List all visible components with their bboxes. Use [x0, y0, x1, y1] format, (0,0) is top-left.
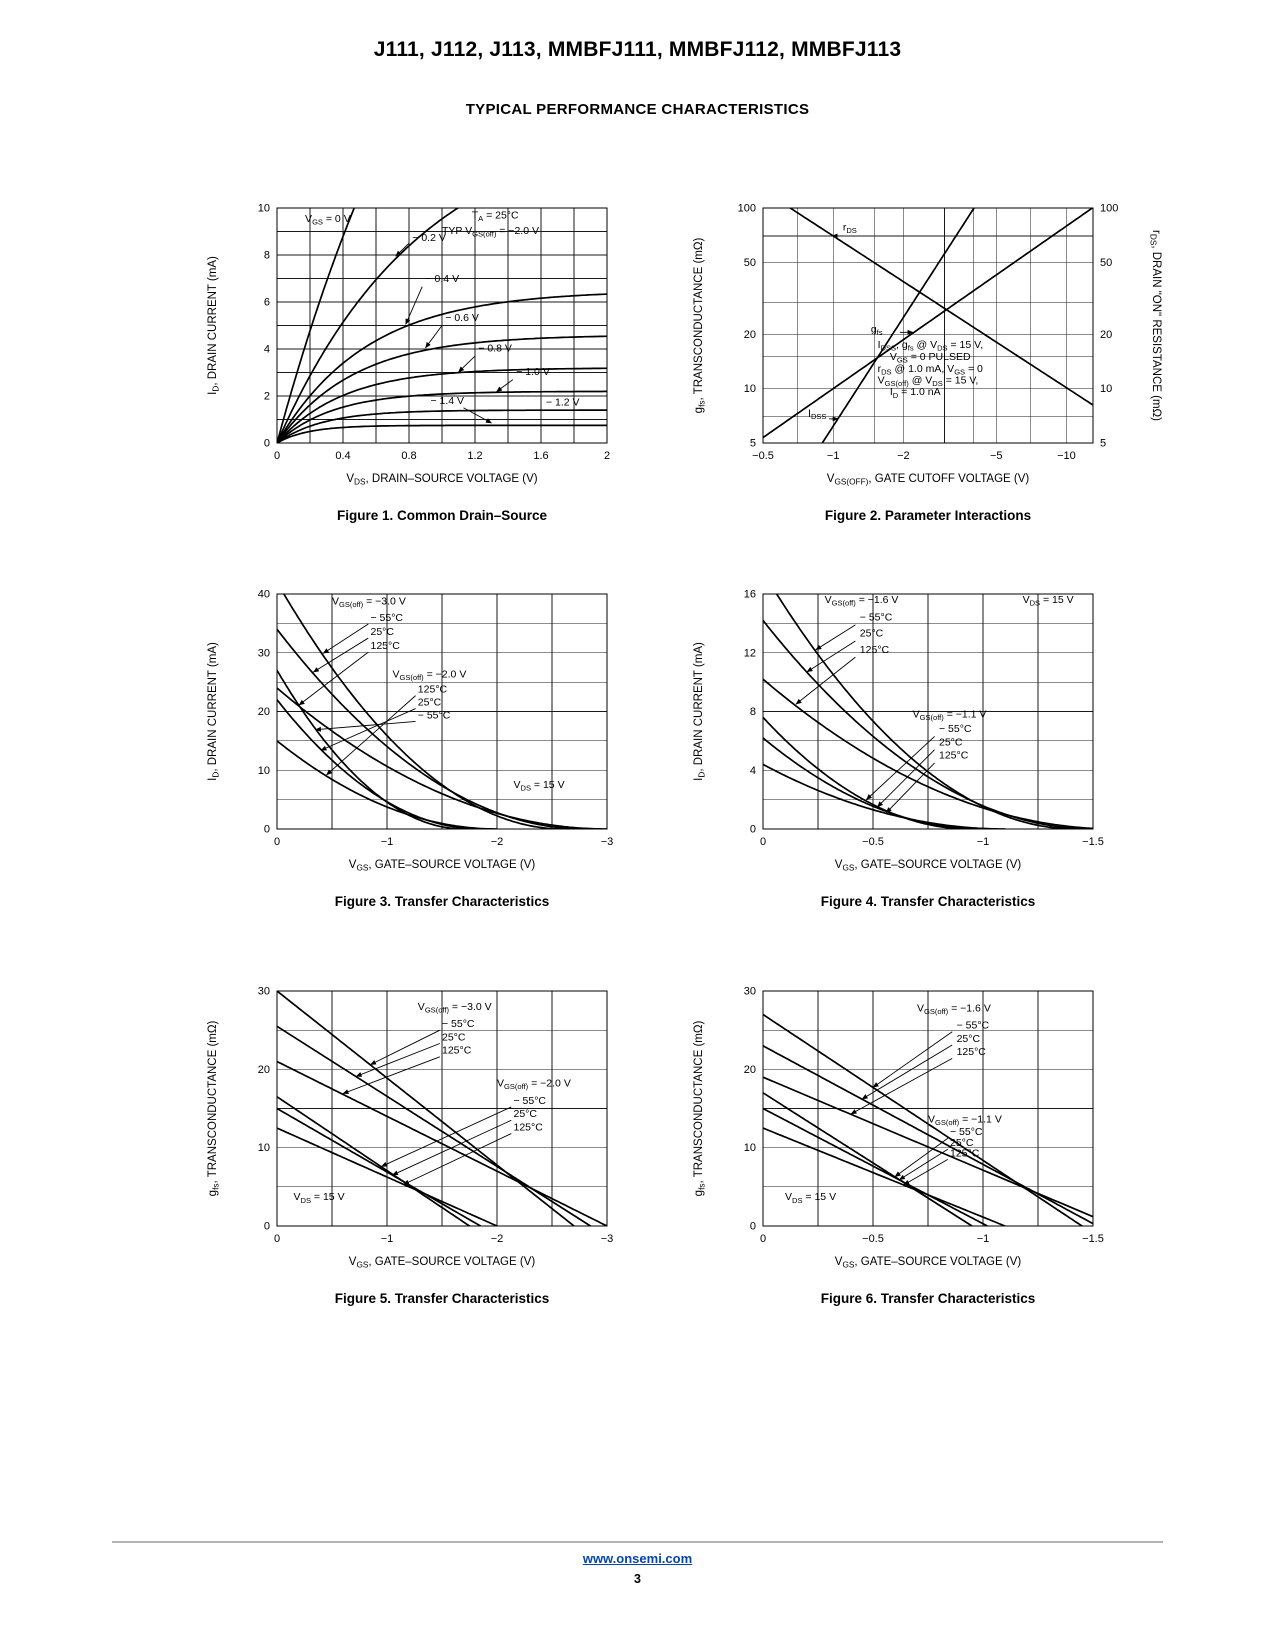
svg-text:100: 100 [1100, 202, 1119, 215]
svg-text:gfs: $g_{fs}$ [870, 323, 883, 337]
svg-text:0: 0 [263, 1220, 270, 1233]
svg-text:1.2: 1.2 [467, 450, 483, 462]
figure-5-caption: Figure 5. Transfer Characteristics [334, 1291, 550, 1306]
page-title: J111, J112, J113, MMBFJ111, MMBFJ112, MMBFJ113 [373, 38, 902, 61]
svg-text:20: 20 [1100, 328, 1113, 341]
svg-text:25°C: 25°C [417, 696, 442, 709]
figure-1-caption: Figure 1. Common Drain–Source [336, 508, 548, 523]
figure-6-chart [683, 977, 1123, 1276]
svg-text:0: 0 [759, 836, 767, 848]
svg-text:VGS, GATE–SOURCE VOLTAGE (V): $V_{GS}$, GATE–SOURCE VOLTAGE (V) [834, 1256, 1022, 1270]
svg-text:50: 50 [1100, 256, 1113, 269]
svg-text:−10: −10 [1057, 450, 1076, 462]
svg-text:2: 2 [603, 450, 611, 462]
svg-text:50: 50 [743, 256, 756, 269]
svg-text:0: 0 [749, 1220, 756, 1233]
svg-text:ID, DRAIN CURRENT (mA): $I_D$, DRAIN CURRENT (mA) [207, 642, 221, 781]
svg-text:−1: −1 [380, 1233, 394, 1245]
svg-text:VGS(off) = −1.6 V: $V_{GS(off)} = -1.6$ V [917, 1002, 991, 1016]
svg-text:10: 10 [257, 764, 270, 777]
figure-5-chart [197, 977, 637, 1276]
svg-text:− 55°C: − 55°C [417, 709, 451, 722]
figure-4-chart [683, 580, 1123, 879]
svg-text:2: 2 [263, 390, 270, 403]
svg-text:100: 100 [737, 202, 756, 215]
svg-text:0.4: 0.4 [335, 450, 351, 462]
svg-text:25°C: 25°C [939, 736, 963, 749]
svg-text:−2: −2 [490, 1233, 504, 1245]
svg-text:VDS = 15 V: $V_{DS} = 15$ V [785, 1191, 837, 1205]
svg-text:125°C: 125°C [956, 1046, 986, 1059]
svg-text:VGS, GATE–SOURCE VOLTAGE (V): $V_{GS}$, GATE–SOURCE VOLTAGE (V) [348, 1256, 536, 1270]
figure-2 [683, 194, 1183, 523]
svg-text:− 0.6 V: − 0.6 V [445, 311, 479, 324]
svg-text:TA = 25°C: $T_A = 25^\circ C$ [471, 209, 519, 224]
svg-text:VGS(off) = −2.0 V: $V_{GS(off)} = -2.0$ V [392, 668, 467, 683]
svg-text:− 1.0 V: − 1.0 V [516, 365, 550, 378]
svg-text:−2: −2 [897, 450, 910, 462]
svg-text:25°C: 25°C [956, 1032, 981, 1045]
svg-text:8: 8 [749, 706, 756, 718]
svg-text:−1: −1 [976, 836, 990, 848]
svg-text:125°C: 125°C [370, 640, 400, 653]
svg-text:− 0.8 V: − 0.8 V [478, 342, 512, 355]
svg-text:VGS(OFF), GATE CUTOFF VOLTAGE: $V_{GS(OFF)}$, GATE CUTOFF VOLTAGE (V) [826, 473, 1030, 487]
svg-text:VGS(off) = −1.1 V: $V_{GS(off)} = -1.1$ V [928, 1113, 1002, 1128]
svg-text:−0.5: −0.5 [862, 836, 884, 848]
svg-text:rDS @ 1.0 mA, VGS = 0: $r_{DS}$ @ 1.0 mA, $V_{GS} = 0$ [877, 362, 983, 377]
figure-5 [197, 977, 697, 1306]
svg-text:25°C: 25°C [513, 1108, 537, 1121]
svg-text:ID, DRAIN CURRENT (mA): $I_D$, DRAIN CURRENT (mA) [207, 256, 221, 395]
svg-text:VDS = 15 V: $V_{DS} = 15$ V [1022, 593, 1074, 608]
figure-2-chart [683, 194, 1169, 493]
svg-text:125°C: 125°C [442, 1044, 472, 1057]
svg-text:VDS, DRAIN–SOURCE VOLTAGE (V): $V_{DS}$, DRAIN–SOURCE VOLTAGE (V) [346, 473, 538, 487]
svg-text:30: 30 [257, 647, 270, 660]
figure-3-chart [197, 580, 637, 879]
svg-text:− 55°C: − 55°C [939, 723, 972, 736]
svg-text:gfs, TRANSCONDUCTANCE (mΩ): $g_{fs}$, TRANSCONDUCTANCE (mΩ) [207, 1020, 221, 1197]
svg-text:30: 30 [257, 985, 270, 998]
svg-text:−0.5: −0.5 [862, 1233, 884, 1245]
svg-text:−3: −3 [600, 1233, 614, 1245]
svg-text:VGS, GATE–SOURCE VOLTAGE (V): $V_{GS}$, GATE–SOURCE VOLTAGE (V) [348, 859, 536, 873]
svg-text:20: 20 [257, 1063, 270, 1076]
svg-text:TYP VGS(off) = −2.0 V: TYP $V_{GS(off)} = -2.0$ V [442, 224, 539, 239]
svg-text:0: 0 [273, 1233, 281, 1245]
svg-text:VGS = 0 V: $V_{GS} = 0$ V [305, 213, 351, 227]
svg-text:25°C: 25°C [370, 626, 394, 639]
svg-text:VGS(off) = −1.6 V: $V_{GS(off)} = -1.6$ V [824, 593, 899, 608]
svg-text:0.8: 0.8 [401, 450, 417, 462]
svg-text:VDS = 15 V: $V_{DS} = 15$ V [513, 778, 565, 793]
svg-text:40: 40 [257, 588, 270, 601]
svg-text:VGS(off) = −2.0 V: $V_{GS(off)} = -2.0$ V [497, 1077, 571, 1092]
svg-text:125°C: 125°C [950, 1147, 980, 1160]
svg-text:−1: −1 [380, 836, 394, 848]
figure-6 [683, 977, 1183, 1306]
svg-text:ID, DRAIN CURRENT (mA): $I_D$, DRAIN CURRENT (mA) [693, 642, 707, 781]
svg-text:VGS = 0 PULSED: $V_{GS} = 0$ PULSED [889, 351, 971, 365]
svg-text:IDSS, gfs @ VDS = 15 V,: $I_{DSS}$, $g_{fs}$ @ $V_{DS} = 15$ V, [877, 338, 984, 353]
svg-text:−5: −5 [989, 450, 1003, 462]
svg-text:− 55°C: − 55°C [370, 612, 404, 625]
svg-text:− 0.2 V: − 0.2 V [412, 231, 446, 244]
svg-text:1.6: 1.6 [533, 450, 549, 462]
svg-text:125°C: 125°C [859, 643, 890, 656]
page-subtitle: TYPICAL PERFORMANCE CHARACTERISTICS [465, 101, 810, 118]
svg-text:rDS, DRAIN "ON" RESISTANCE (mΩ: $r_{DS}$, DRAIN "ON" RESISTANCE (mΩ) [1148, 230, 1162, 421]
svg-text:10: 10 [743, 383, 756, 396]
svg-text:VGS(off) = −1.1 V: $V_{GS(off)} = -1.1$ V [912, 708, 987, 722]
figure-2-caption: Figure 2. Parameter Interactions [824, 508, 1032, 523]
svg-text:−2: −2 [490, 836, 504, 848]
svg-text:VGS, GATE–SOURCE VOLTAGE (V): $V_{GS}$, GATE–SOURCE VOLTAGE (V) [834, 859, 1022, 873]
svg-text:0: 0 [263, 437, 270, 450]
svg-text:0: 0 [749, 823, 756, 836]
svg-text:125°C: 125°C [939, 749, 969, 762]
svg-text:8: 8 [263, 249, 270, 262]
svg-text:4: 4 [749, 764, 756, 777]
svg-text:12: 12 [743, 647, 756, 660]
svg-text:10: 10 [257, 202, 270, 215]
svg-text:10: 10 [257, 1142, 270, 1155]
svg-text:− 1.2 V: − 1.2 V [545, 396, 580, 409]
svg-text:25°C: 25°C [950, 1137, 974, 1150]
svg-text:VDS = 15 V: $V_{DS} = 15$ V [293, 1191, 345, 1205]
svg-text:0: 0 [273, 836, 281, 848]
footer-divider [112, 1541, 1163, 1543]
svg-text:VGS(off) = −3.0 V: $V_{GS(off)} = -3.0$ V [332, 595, 406, 610]
svg-text:gfs, TRANSCONDUCTANCE (mΩ): $g_{fs}$, TRANSCONDUCTANCE (mΩ) [693, 1020, 707, 1197]
svg-text:20: 20 [257, 706, 270, 718]
svg-text:− 55°C: − 55°C [956, 1019, 990, 1032]
svg-text:−0.5: −0.5 [752, 450, 774, 462]
svg-text:20: 20 [743, 328, 756, 341]
svg-text:VGS(off) @ VDS = 15 V,: $V_{GS(off)}$ @ $V_{DS} = 15$ V, [877, 374, 979, 388]
svg-text:25°C: 25°C [859, 627, 884, 640]
svg-text:30: 30 [743, 985, 756, 998]
svg-text:25°C: 25°C [442, 1031, 466, 1044]
figure-3-caption: Figure 3. Transfer Characteristics [334, 894, 550, 909]
svg-text:10: 10 [1100, 383, 1113, 396]
svg-text:0: 0 [759, 1233, 767, 1245]
svg-text:125°C: 125°C [513, 1121, 543, 1134]
figure-1-chart [197, 194, 637, 493]
svg-text:5: 5 [1100, 437, 1107, 450]
svg-text:−3: −3 [600, 836, 614, 848]
svg-text:− 55°C: − 55°C [859, 611, 893, 624]
figure-4 [683, 580, 1183, 909]
svg-text:0: 0 [263, 823, 270, 836]
svg-text:− 55°C: − 55°C [950, 1126, 983, 1139]
svg-text:gfs, TRANSCONDUCTANCE (mΩ): $g_{fs}$, TRANSCONDUCTANCE (mΩ) [693, 237, 707, 414]
svg-text:− 55°C: − 55°C [513, 1094, 547, 1107]
svg-text:5: 5 [749, 437, 756, 450]
svg-text:16: 16 [743, 588, 756, 601]
svg-text:−1: −1 [826, 450, 840, 462]
figure-1 [197, 194, 697, 523]
svg-text:−1.5: −1.5 [1082, 836, 1104, 848]
page-number: 3 [634, 1572, 641, 1586]
figure-4-caption: Figure 4. Transfer Characteristics [820, 894, 1036, 909]
onsemi-link[interactable]: www.onsemi.com [582, 1551, 693, 1566]
svg-text:4: 4 [263, 343, 270, 356]
svg-text:ID = 1.0 nA: $I_D = 1.0$ nA [889, 386, 941, 400]
svg-text:VGS(off) = −3.0 V: $V_{GS(off)} = -3.0$ V [417, 1000, 492, 1015]
figure-3 [197, 580, 697, 909]
svg-text:−1: −1 [976, 1233, 990, 1245]
figure-6-caption: Figure 6. Transfer Characteristics [820, 1291, 1036, 1306]
svg-text:125°C: 125°C [417, 683, 448, 696]
svg-text:− 1.4 V: − 1.4 V [430, 395, 465, 408]
svg-text:6: 6 [263, 296, 270, 309]
svg-text:rDS: $r_{DS}$ [842, 221, 857, 236]
svg-text:− 55°C: − 55°C [442, 1018, 475, 1031]
svg-text:−1.5: −1.5 [1082, 1233, 1104, 1245]
svg-text:20: 20 [743, 1063, 756, 1076]
svg-text:10: 10 [743, 1142, 756, 1155]
svg-text:− 0.4 V: − 0.4 V [425, 273, 460, 286]
svg-text:0: 0 [273, 450, 281, 462]
svg-text:IDSS: $I_{DSS}$ [808, 407, 827, 422]
